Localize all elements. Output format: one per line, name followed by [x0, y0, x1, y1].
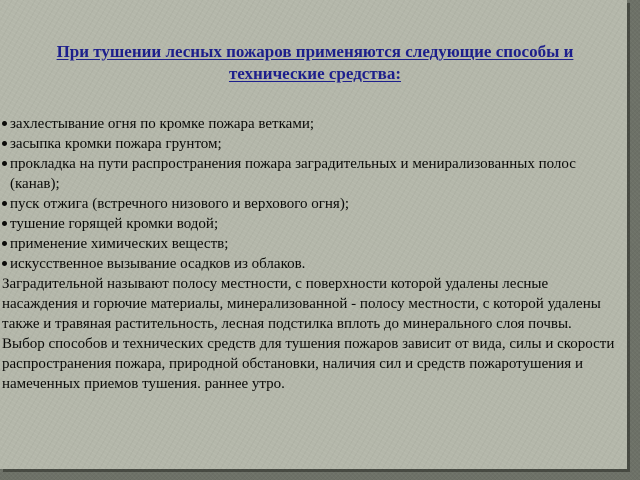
bullet-item: [2, 134, 618, 154]
bullet-item: [2, 114, 618, 134]
bullet-dot-icon: [2, 221, 7, 226]
bullet-text: применение химических веществ;: [10, 236, 229, 252]
bullet-list: [2, 114, 618, 274]
bullet-item: [2, 194, 618, 214]
bullet-item: [2, 154, 618, 194]
bullet-dot-icon: [2, 261, 7, 266]
bullet-dot-icon: [2, 141, 7, 146]
bullet-text: засыпка кромки пожара грунтом;: [10, 136, 222, 152]
slide-title: При тушении лесных пожаров применяются следующие способы и технические средства:: [56, 42, 574, 83]
bullet-dot-icon: [2, 161, 7, 166]
bullet-item: [2, 214, 618, 234]
bullet-dot-icon: [2, 201, 7, 206]
barrier-strip-definition-paragraph: Заградительной называют полосу местности, с поверхности которой удалены лесные насаждения и горючие материалы, минерализованной - полосу местности, с которой удалены также и травяная растительность, лесная подстилка вплоть до минерального слоя почвы.: [2, 276, 601, 332]
bullet-text: прокладка на пути распространения пожара заградительных и менирализованных полос (канав);: [10, 156, 576, 192]
bullet-text: тушение горящей кромки водой;: [10, 216, 219, 232]
bullet-dot-icon: [2, 241, 7, 246]
bullet-text: пуск отжига (встречного низового и верхового огня);: [10, 196, 349, 212]
bullet-text: захлестывание огня по кромке пожара ветками;: [10, 116, 315, 132]
bullet-text: искусственное вызывание осадков из облаков.: [10, 256, 306, 272]
bullet-dot-icon: [2, 121, 7, 126]
slide-body: [2, 114, 618, 394]
bullet-item: [2, 254, 618, 274]
method-selection-paragraph: Выбор способов и технических средств для тушения пожаров зависит от вида, силы и скорости распространения пожара, природной обстановки, наличия сил и средств пожаротушения и намеченных приемов тушения. раннее утро.: [2, 336, 615, 392]
bullet-item: [2, 234, 618, 254]
